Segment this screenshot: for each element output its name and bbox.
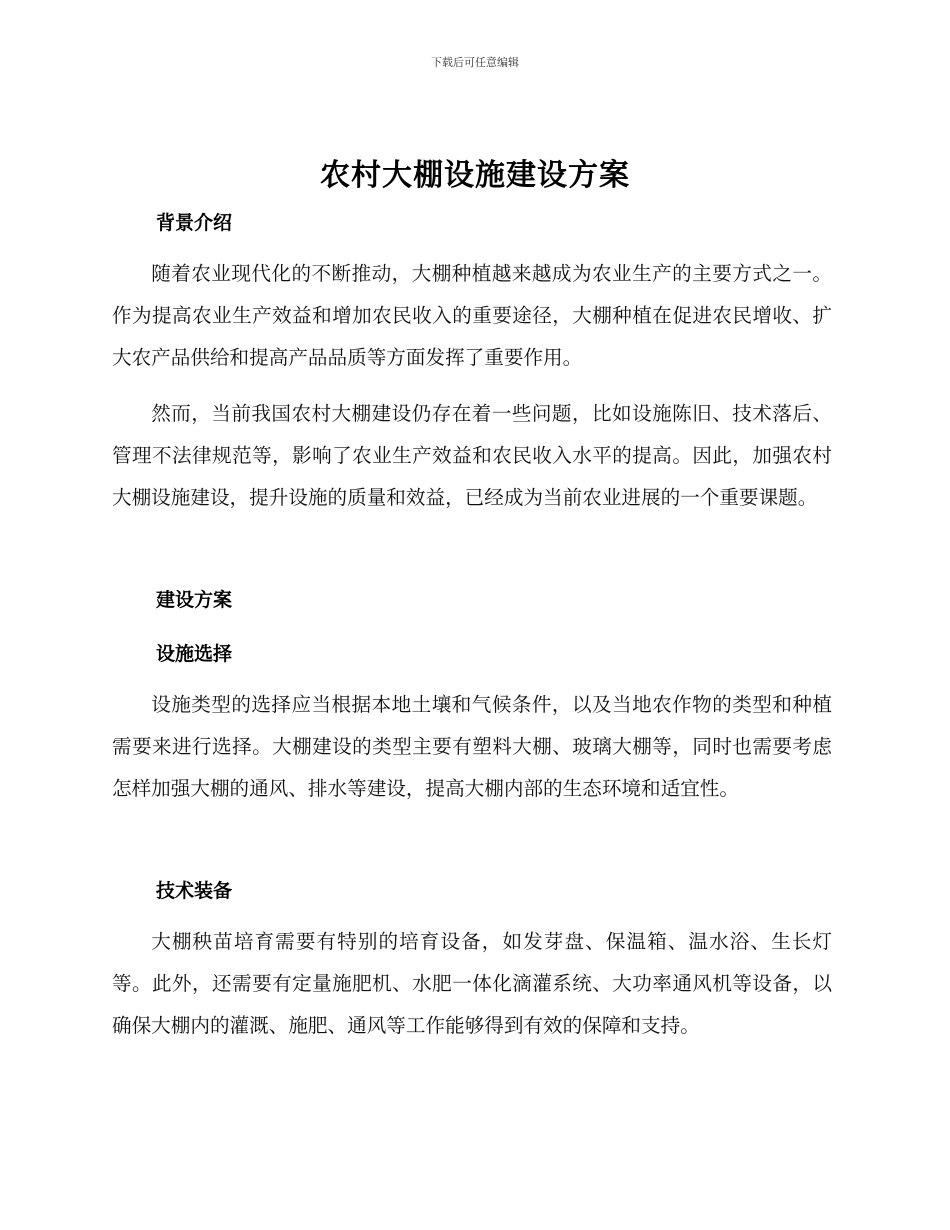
heading-background: 背景介绍 <box>156 212 233 234</box>
heading-technical-equipment: 技术装备 <box>156 880 233 902</box>
paragraph-facility-selection: 设施类型的选择应当根据本地土壤和气候条件，以及当地农作物的类型和种植需要来进行选择。大棚建设的类型主要有塑料大棚、玻璃大棚等，同时也需要考虑怎样加强大棚的通风、排水等建设，提高大棚内部的生态环境和适宜性。 <box>112 693 832 800</box>
heading-facility-selection: 设施选择 <box>156 643 233 665</box>
header-note: 下载后可任意编辑 <box>431 56 519 69</box>
document-title: 农村大棚设施建设方案 <box>320 158 630 193</box>
heading-plan: 建设方案 <box>156 589 233 611</box>
paragraph-technical-equipment: 大棚秧苗培育需要有特别的培育设备，如发芽盘、保温箱、温水浴、生长灯等。此外，还需要有定量施肥机、水肥一体化滴灌系统、大功率通风机等设备，以确保大棚内的灌溉、施肥、通风等工作能够得到有效的保障和支持。 <box>112 930 832 1037</box>
paragraph-background-2: 然而，当前我国农村大棚建设仍存在着一些问题，比如设施陈旧、技术落后、管理不法律规范等，影响了农业生产效益和农民收入水平的提高。因此，加强农村大棚设施建设，提升设施的质量和效益，已经成为当前农业进展的一个重要课题。 <box>112 402 832 509</box>
paragraph-background-1: 随着农业现代化的不断推动，大棚种植越来越成为农业生产的主要方式之一。作为提高农业生产效益和增加农民收入的重要途径，大棚种植在促进农民增收、扩大农产品供给和提高产品品质等方面发挥了重要作用。 <box>112 262 832 369</box>
